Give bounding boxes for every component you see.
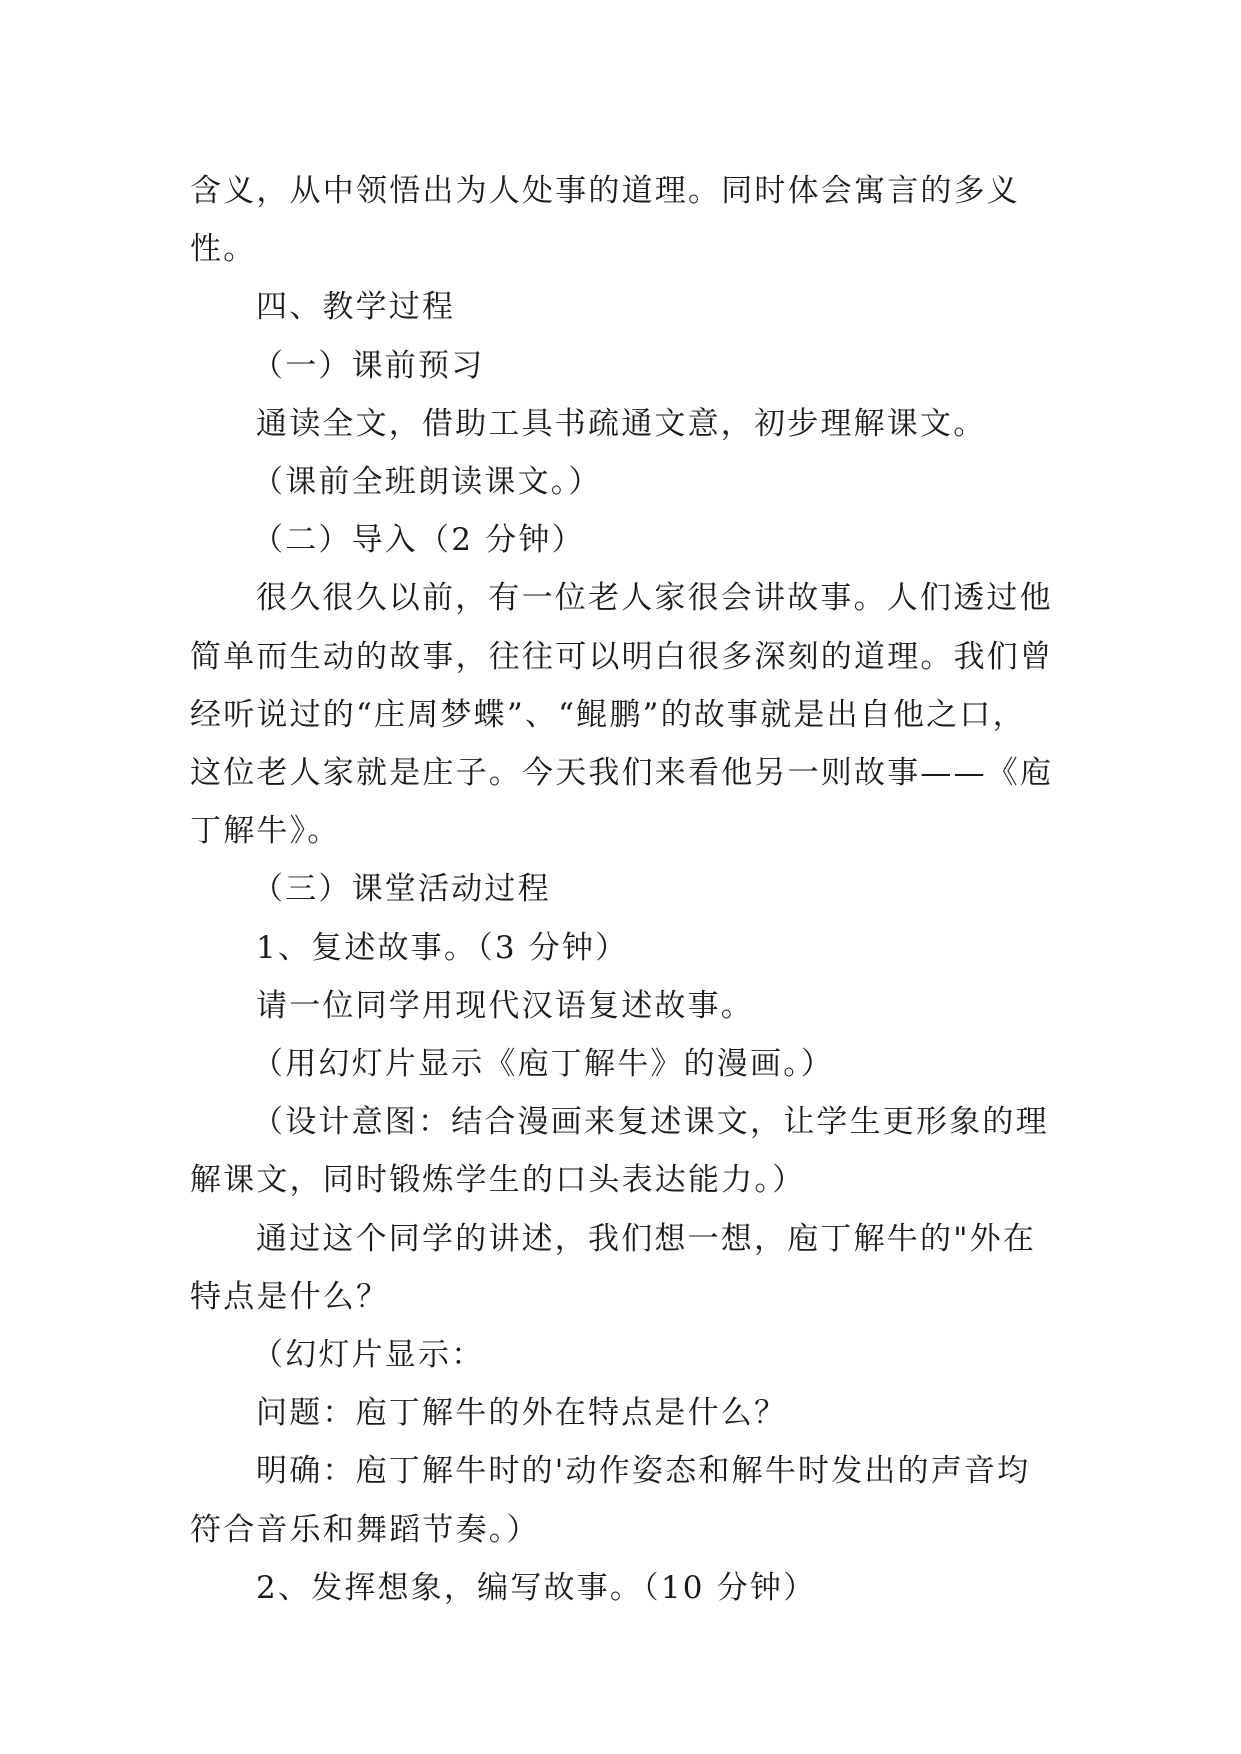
paragraph-continuation: 含义，从中领悟出为人处事的道理。同时体会寓言的多义性。 <box>190 173 1020 268</box>
document-body <box>190 162 1058 1617</box>
paragraph-design-intent: （设计意图：结合漫画来复述课文，让学生更形象的理解课文，同时锻炼学生的口头表达能力。） <box>190 1104 1049 1199</box>
subheading-class-activity: （三）课堂活动过程 <box>252 871 551 908</box>
list-item-write-story: 2、发挥想象，编写故事。（10 分钟） <box>256 1569 817 1606</box>
list-item-retell-story: 1、复述故事。（3 分钟） <box>256 929 629 966</box>
paragraph-retell-instruction: 请一位同学用现代汉语复述故事。 <box>256 987 754 1024</box>
paragraph-question: 问题：庖丁解牛的外在特点是什么？ <box>256 1395 788 1432</box>
paragraph-reflection-question: 通过这个同学的讲述，我们想一想，庖丁解牛的"外在特点是什么？ <box>190 1220 1037 1315</box>
subheading-preview: （一）课前预习 <box>252 347 485 384</box>
subheading-introduction: （二）导入（2 分钟） <box>252 522 585 559</box>
paragraph-slide-comic: （用幻灯片显示《庖丁解牛》的漫画。） <box>252 1046 835 1083</box>
paragraph-answer: 明确：庖丁解牛时的'动作姿态和解牛时发出的声音均符合音乐和舞蹈节奏。） <box>190 1453 1031 1548</box>
paragraph-slide-display: （幻灯片显示： <box>252 1337 485 1374</box>
paragraph-preview-note: （课前全班朗读课文。） <box>252 464 602 501</box>
section-heading-teaching-process: 四、教学过程 <box>256 289 456 326</box>
paragraph-preview-task: 通读全文，借助工具书疏通文意，初步理解课文。 <box>256 405 987 442</box>
paragraph-introduction: 很久很久以前，有一位老人家很会讲故事。人们透过他简单而生动的故事，往往可以明白很多深刻的道理。我们曾经听说过的“庄周梦蝶”、“鲲鹏”的故事就是出自他之口，这位老人家就是庄子。今天我们来看他另一则故事——《庖丁解牛》。 <box>190 580 1054 850</box>
